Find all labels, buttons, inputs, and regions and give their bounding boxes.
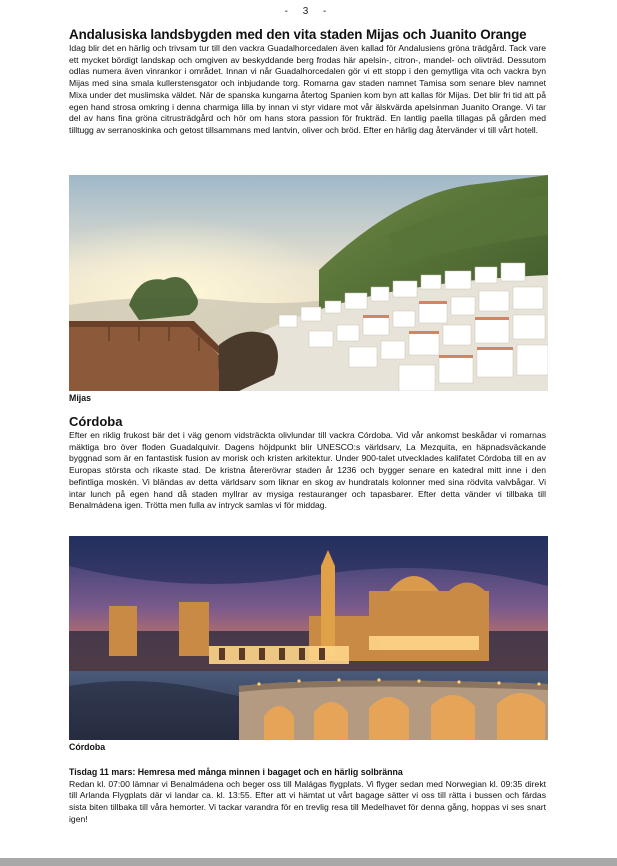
mijas-caption: Mijas [69,393,92,403]
footer-bar [0,858,617,866]
mijas-heading: Andalusiska landsbygden med den vita staden Mijas och Juanito Orange [69,27,527,42]
cordoba-photo [69,536,548,740]
page-number: - 3 - [284,6,333,17]
mijas-paragraph: Idag blir det en härlig och trivsam tur till den vackra Guadalhorcedalen även kallad för Andalusiens gröna trädgård. Tack vare ett mycket bördigt landskap och omgiven av beskyddande berg frodas här apelsin-, citron-, mandel- och olivträd. Dessutom odlas numera även vinrankor i området. Innan vi når Guadalhorcedalen gör vi ett stopp i den gemytliga vita och vackra byn Mijas med sina smala kullerstensgator och inbjudande torg. Romarna gav staden namnet Tamisa som senare blev namnet Mixa under det muslimska väldet. När de spanska kungarna återtog Spanien kom byn att kallas för Mijas. Det blir fri tid att på egen hand strosa omkring i denna charmiga lilla by innan vi styr vidare mot vår älskvärda apelsinman Juanito Orange. Vi tar del av hans fina gröna citrusträdgård och hör om hans stora passion för frukträd. En lantlig paella tillagas på gården med tilltugg av serranoskinka och getost tillsammans med lantvin, oliver och bröd. Efter en härlig dag återvänder vi till vårt hotell. [69,43,546,135]
cordoba-paragraph: Efter en riklig frukost bär det i väg genom vidsträckta olivlundar till vackra Córdoba. Vid vår ankomst beskådar vi romarnas mäktiga bro över floden Guadalquivir. Dagens höjdpunkt blir UNESCO:s världsarv, La Mezquita, en häpnadsväckande byggnad som är en fantastisk fusion av morisk och kristen arkitektur. Under 900-talet utvecklades kalifatet Córdoba till en av Europas största och rikaste stad. De kristna återerövrar staden år 1236 och bygger senare en katedral mitt inne i den befintliga moskén. Vi bländas av detta världsarv som liknar en skog av hundratals kolonner med sina rödvita valvbågar. Vi intar lunch på egen hand då staden myllrar av mysiga restauranger och tapasbarer. Efter detta vänder vi tillbaka till Benalmádena igen. Trötta men fulla av intryck samlas vi för middag. [69,430,546,511]
cordoba-caption: Córdoba [69,742,106,752]
mijas-section [69,43,546,137]
return-paragraph: Redan kl. 07:00 lämnar vi Benalmádena och beger oss till Malágas flygplats. Vi flyger sedan med Norwegian kl. 09:35 direkt till Arlanda Flygplats där vi landar ca. kl. 13:55. Efter att vi hämtat ut vårt bagage sätter vi oss till rätta i bussen och färdas sista biten tillbaka till våra hemorter. Vi tackar varandra för en trevlig resa till Medelhavet för denna gång, hoppas vi ses snart igen! [69,778,546,824]
cordoba-section [69,430,546,512]
mijas-photo [69,175,548,391]
cordoba-heading: Córdoba [69,414,123,429]
return-heading: Tisdag 11 mars: Hemresa med många minnen i bagaget och en härlig solbränna [69,767,403,777]
return-section [69,767,546,826]
